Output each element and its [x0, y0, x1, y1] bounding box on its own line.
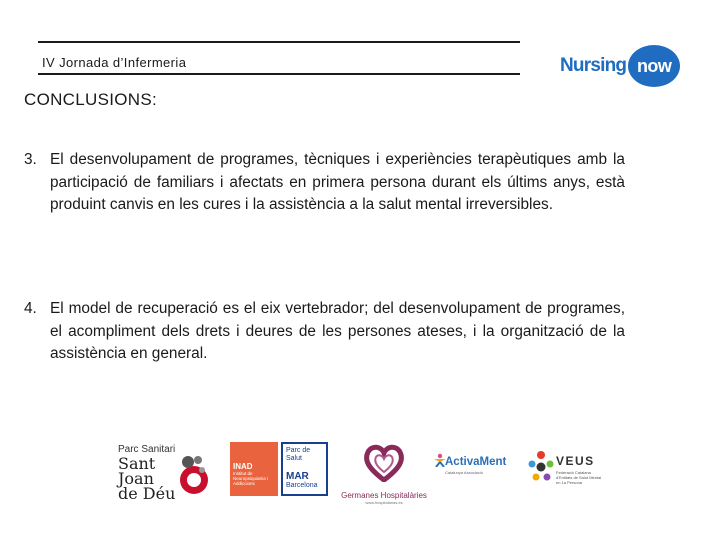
header-rule-top [38, 41, 520, 43]
nursing-now-logo [560, 44, 680, 88]
logo-text-nursing: Nursing [560, 55, 627, 76]
germanes-hospitalaries-logo: Germanes Hospitalàries www.hospitalarias.es [338, 442, 430, 506]
conclusion-text: El model de recuperació es el eix vertebrador; del desenvolupament de programes, el acompliment dels drets i deures de les persones ateses, i la organització de la assistència en general. [50, 300, 625, 362]
conclusion-item [24, 298, 625, 366]
activament-figure-icon [433, 453, 447, 467]
logo-text-now: now [628, 45, 680, 87]
header-title: IV Jornada d’Infermeria [42, 55, 187, 70]
sant-joan-de-deu-logo [110, 444, 215, 504]
veus-figure-icon [528, 450, 554, 484]
conclusion-text: El desenvolupament de programes, tècniques i experiències terapèutiques amb la participació de familiars i afectats en primera persona durant els últims anys, està produint canvis en les cures i la assistència a la salut mental irreversibles. [50, 151, 625, 213]
inad-logo: INAD Institut de Neuropsiquiatria i Addiccions [230, 442, 278, 496]
sjd-name: Sant Joan de Déu [118, 454, 176, 503]
veus-logo: VEUS Federació Catalana d'Entitats de Salut Mental en 1a Persona [528, 448, 610, 488]
activament-logo: ActivaMent Catalunya Associació [433, 452, 513, 492]
conclusion-item [24, 149, 625, 217]
header-rule-bottom [38, 73, 520, 75]
sjd-emblem-icon [176, 452, 210, 498]
partner-logos [110, 438, 610, 510]
heart-icon [362, 442, 406, 482]
section-title: CONCLUSIONS: [24, 90, 158, 109]
conclusion-number: 4. [24, 300, 37, 317]
conclusion-number: 3. [24, 151, 37, 168]
parc-salut-mar-logo: Parc de Salut MAR Barcelona [281, 442, 328, 496]
sjd-line1: Parc Sanitari [118, 444, 176, 455]
